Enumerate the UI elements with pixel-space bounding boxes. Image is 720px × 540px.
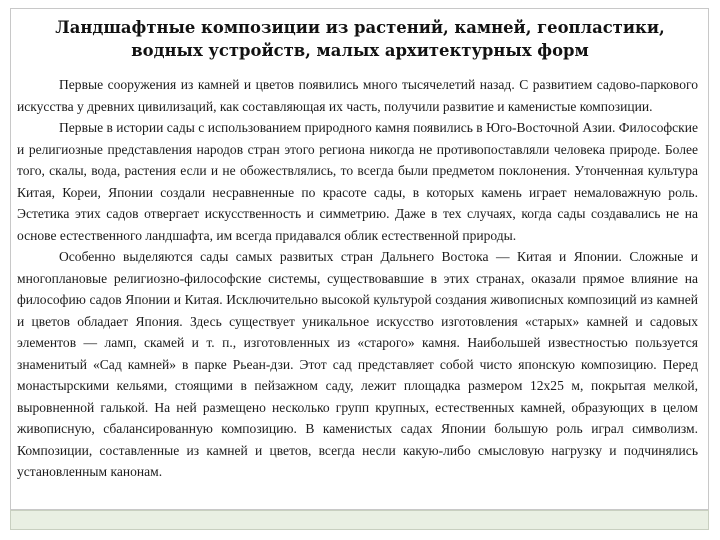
- paragraph-3: Особенно выделяются сады самых развитых стран Дальнего Востока — Китая и Японии. Сложные и многоплановые религиозно-философские системы, существовавшие в этих странах, оказали прямое влияние на философию садов Японии и Китая. Исключительно высокой культурой создания живописных композиций из камней и цветов обладает Япония. Здесь существует уникальное искусство изготовления «старых» камней и садовых элементов — ламп, скамей и т. п., изготовленных из «старого» камня. Наибольшей известностью пользуется знаменитый «Сад камней» в парке Рьеан-дзи. Этот сад представляет собой чисто японскую композицию. Перед монастырскими кельями, стоящими в пейзажном саду, лежит площадка размером 12х25 м, покрытая мелкой, выровненной галькой. На ней размещено несколько групп крупных, естественных камней, образующих в целом живописную, сбалансированную композицию. В каменистых садах Японии большую роль играл символизм. Композиции, составленные из камней и цветов, всегда несли какую-либо смысловую нагрузку и подчинялись установленным канонам.: [17, 249, 698, 479]
- bottom-bar: [10, 510, 709, 530]
- slide-body: [17, 74, 698, 483]
- slide-title: Ландшафтные композиции из растений, камней, геопластики, водных устройств, малых архитектурных форм: [55, 18, 665, 60]
- paragraph-2: Первые в истории сады с использованием природного камня появились в Юго-Восточной Азии. Философские и религиозные представления народов стран этого региона никогда не противопоставляли человека природе. Более того, скалы, вода, растения если и не обожествлялись, то всегда были предметом поклонения. Утонченная культура Китая, Кореи, Японии создали несравненные по красоте сады, в которых камень играет немаловажную роль. Эстетика этих садов отвергает искусственность и симметрию. Даже в тех случаях, когда сады создавались не на основе естественного ландшафта, им всегда придавался облик естественной природы.: [17, 120, 698, 243]
- paragraph-1: Первые сооружения из камней и цветов появились много тысячелетий назад. С развитием садово-паркового искусства у древних цивилизаций, как составляющая их часть, получили развитие и каменистые композиции.: [17, 77, 698, 114]
